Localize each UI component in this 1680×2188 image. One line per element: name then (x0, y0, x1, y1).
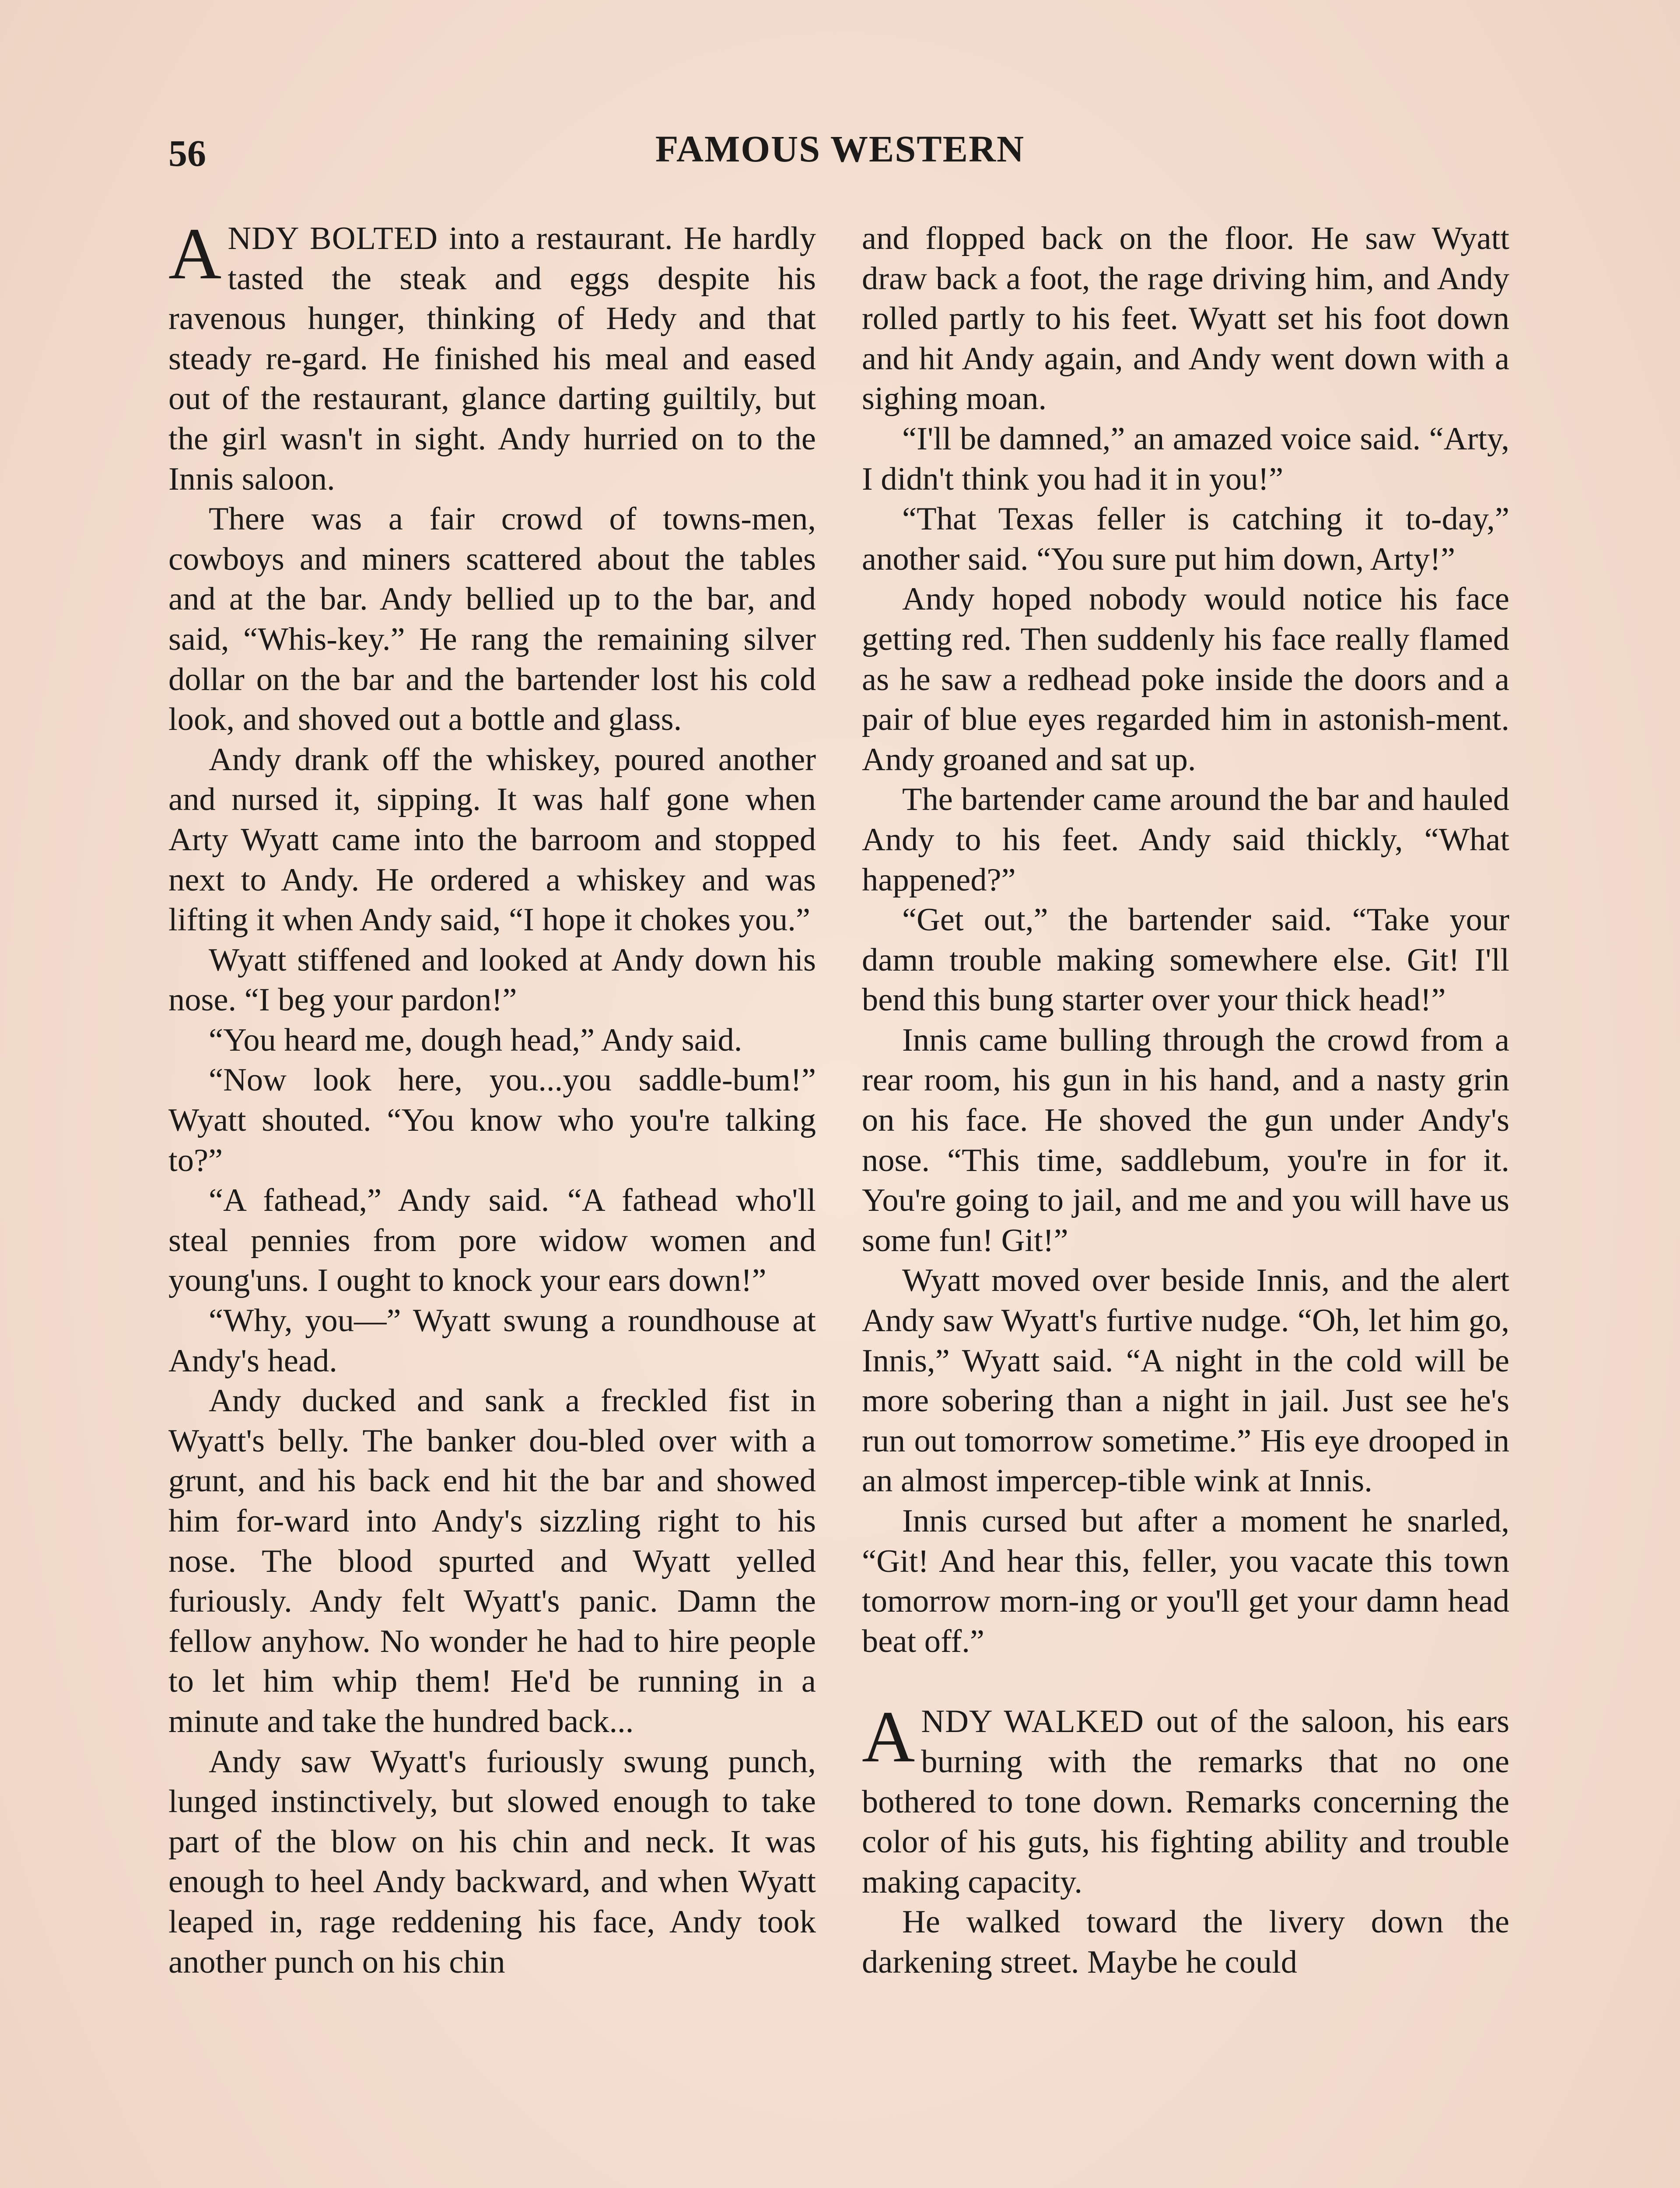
paragraph: “Get out,” the bartender said. “Take your damn trouble making somewhere else. Git! I'll bend this bung starter over your thick head!” (862, 902, 1509, 1018)
paragraph (168, 219, 816, 499)
paragraph: “That Texas feller is catching it to-day,” another said. “You sure put him down, Arty!” (862, 501, 1509, 577)
running-head: FAMOUS WESTERN (655, 128, 1025, 170)
paragraph: Andy ducked and sank a freckled fist in Wyatt's belly. The banker dou-bled over with a grunt, and his back end hit the bar and showed him for-ward into Andy's sizzling right to his nose. The blood spurted and Wyatt yelled furiously. Andy felt Wyatt's panic. Damn the fellow anyhow. No wonder he had to hire people to let him whip them! He'd be running in a minute and take the hundred back... (168, 1383, 816, 1739)
page-number: 56 (168, 132, 206, 174)
paragraph: “Now look here, you...you saddle-bum!” Wyatt shouted. “You know who you're talking to?” (168, 1062, 816, 1178)
paragraph: The bartender came around the bar and hauled Andy to his feet. Andy said thickly, “What happened?” (862, 782, 1509, 898)
paragraph (862, 1696, 1509, 1902)
lead-in-words: NDY WALKED (921, 1704, 1144, 1740)
paragraph: There was a fair crowd of towns-men, cowboys and miners scattered about the tables and at the bar. Andy bellied up to the bar, and said, “Whis-key.” He rang the remaining silver dollar on the bar and the bartender lost his cold look, and shoved out a bottle and glass. (168, 501, 816, 738)
paragraph-text: into a restaurant. He hardly tasted the steak and eggs despite his ravenous hunger, thinking of Hedy and that steady re-gard. He finished his meal and eased out of the restaurant, glance darting guiltily, but the girl wasn't in sight. Andy hurried on to the Innis saloon. (168, 221, 816, 497)
paragraph: Wyatt moved over beside Innis, and the alert Andy saw Wyatt's furtive nudge. “Oh, let him go, Innis,” Wyatt said. “A night in the cold will be more sobering than a night in jail. Just see he's run out tomorrow sometime.” His eye drooped in an almost impercep-tible wink at Innis. (862, 1262, 1509, 1499)
paragraph: “You heard me, dough head,” Andy said. (209, 1022, 742, 1058)
text-column-left (168, 219, 816, 2188)
paragraph: Andy hoped nobody would notice his face getting red. Then suddenly his face really flamed as he saw a redhead poke inside the doors and a pair of blue eyes regarded him in astonish-ment. Andy groaned and sat up. (862, 581, 1509, 778)
drop-cap: A (168, 219, 222, 295)
page-header (168, 123, 1512, 179)
paragraph: Andy drank off the whiskey, poured another and nursed it, sipping. It was half gone when Arty Wyatt came into the barroom and stopped next to Andy. He ordered a whiskey and was lifting it when Andy said, “I hope it chokes you.” (168, 741, 816, 938)
paragraph: Wyatt stiffened and looked at Andy down his nose. “I beg your pardon!” (168, 942, 816, 1018)
text-column-right (862, 219, 1509, 2188)
paragraph: “I'll be damned,” an amazed voice said. “Arty, I didn't think you had it in you!” (862, 421, 1509, 497)
paragraph: and flopped back on the floor. He saw Wyatt draw back a foot, the rage driving him, and Andy rolled partly to his feet. Wyatt set his foot down and hit Andy again, and Andy went down with a sighing moan. (862, 221, 1509, 417)
paragraph-text: out of the saloon, his ears burning with the remarks that no one bothered to tone down. Remarks concerning the color of his guts, his fighting ability and trouble making capacity. (862, 1704, 1509, 1900)
paragraph: “Why, you—” Wyatt swung a roundhouse at Andy's head. (168, 1303, 816, 1379)
paragraph: He walked toward the livery down the darkening street. Maybe he could (862, 1904, 1509, 1980)
paragraph: Andy saw Wyatt's furiously swung punch, lunged instinctively, but slowed enough to take part of the blow on his chin and neck. It was enough to heel Andy backward, and when Wyatt leaped in, rage reddening his face, Andy took another punch on his chin (168, 1743, 816, 1980)
paragraph: “A fathead,” Andy said. “A fathead who'll steal pennies from pore widow women and young'uns. I ought to knock your ears down!” (168, 1182, 816, 1299)
paragraph: Innis cursed but after a moment he snarled, “Git! And hear this, feller, you vacate this town tomorrow morn-ing or you'll get your damn head beat off.” (862, 1503, 1509, 1659)
lead-in-words: NDY BOLTED (228, 221, 438, 256)
drop-cap: A (862, 1696, 915, 1778)
paragraph: Innis came bulling through the crowd from a rear room, his gun in his hand, and a nasty grin on his face. He shoved the gun under Andy's nose. “This time, saddlebum, you're in for it. You're going to jail, and me and you will have us some fun! Git!” (862, 1022, 1509, 1259)
